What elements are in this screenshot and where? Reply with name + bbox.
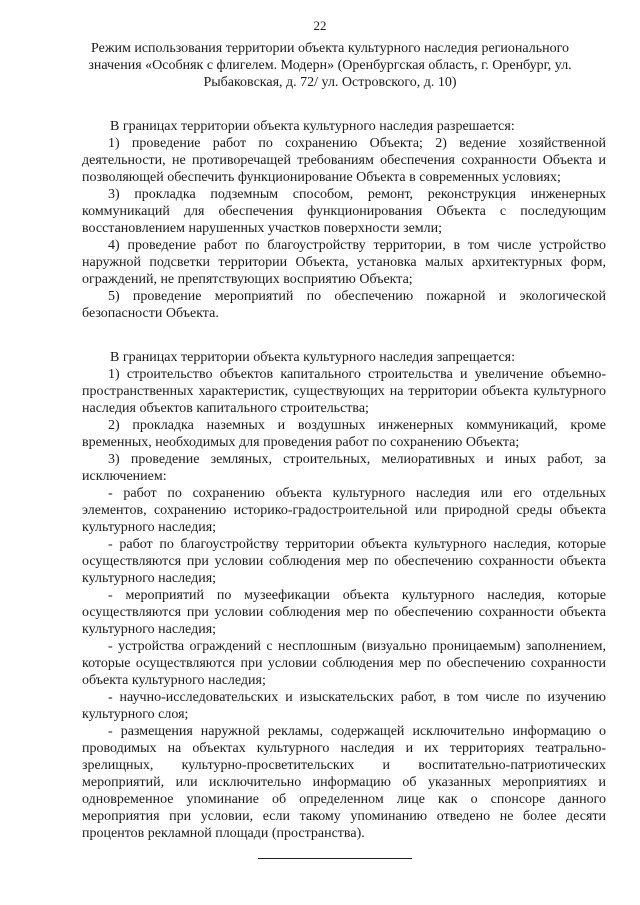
page-number: 22 [313,18,327,33]
exception-item: - размещения наружной рекламы, содержащей исключительно информацию о проводимых на объектах культурного наследия и их территориях театрально-зрелищных, культурно-просветительских и воспитательно-патриотических мероприятий, или исключительно информацию об указанных мероприятиях и одновременное упоминание об определенном лице как о спонсоре данного мероприятия при условии, если такому упоминанию отведено не более десяти процентов рекламной площади (пространства). [82,724,606,841]
permitted-item: 1) проведение работ по сохранению Объекта; 2) ведение хозяйственной деятельности, не противоречащей требованиям обеспечения сохранности Объекта и позволяющей обеспечить функционирование Объекта в современных условиях; [82,136,606,185]
exception-item: - работ по благоустройству территории объекта культурного наследия, которые осуществляются при условии соблюдения мер по обеспечению сохранности объекта культурного наследия; [82,537,606,586]
prohibited-intro: В границах территории объекта культурного наследия запрещается: [110,350,516,365]
prohibited-item: 1) строительство объектов капитального строительства и увеличение объемно-пространственных характеристик, существующих на территории объекта культурного наследия объектов капитального строительства; [82,367,606,416]
permitted-item: 5) проведение мероприятий по обеспечению пожарной и экологической безопасности Объекта. [82,289,606,321]
permitted-item: 4) проведение работ по благоустройству территории, в том числе устройство наружной подсветки территории Объекта, установка малых архитектурных форм, ограждений, не препятствующих восприятию Объекта; [82,238,606,287]
prohibited-section [82,349,606,842]
document-title: Режим использования территории объекта культурного наследия регионального значения «Особняк с флигелем. Модерн» (Оренбургская область, г. Оренбург, ул. Рыбаковская, д. 72/ ул. Островского, д. 10) [88,41,572,90]
exception-item: - работ по сохранению объекта культурного наследия или его отдельных элементов, сохранению историко-градостроительной или природной среды объекта культурного наследия; [82,486,606,535]
exception-item: - мероприятий по музеефикации объекта культурного наследия, которые осуществляются при условии соблюдения мер по обеспечению сохранности объекта культурного наследия; [82,588,606,637]
prohibited-item: 3) проведение земляных, строительных, мелиоративных и иных работ, за исключением: [82,452,606,484]
permitted-section [82,118,606,322]
permitted-intro: В границах территории объекта культурного наследия разрешается: [110,119,515,134]
exception-item: - научно-исследовательских и изыскательских работ, в том числе по изучению культурного слоя; [82,690,606,722]
prohibited-item: 2) прокладка наземных и воздушных инженерных коммуникаций, кроме временных, необходимых для проведения работ по сохранению Объекта; [82,418,606,450]
permitted-item: 3) прокладка подземным способом, ремонт, реконструкция инженерных коммуникаций для обеспечения функционирования Объекта с последующим восстановлением нарушенных участков поверхности земли; [82,187,606,236]
exception-item: - устройства ограждений с несплошным (визуально проницаемым) заполнением, которые осуществляются при условии соблюдения мер по обеспечению сохранности объекта культурного наследия; [82,639,606,688]
footer-divider [258,858,412,859]
